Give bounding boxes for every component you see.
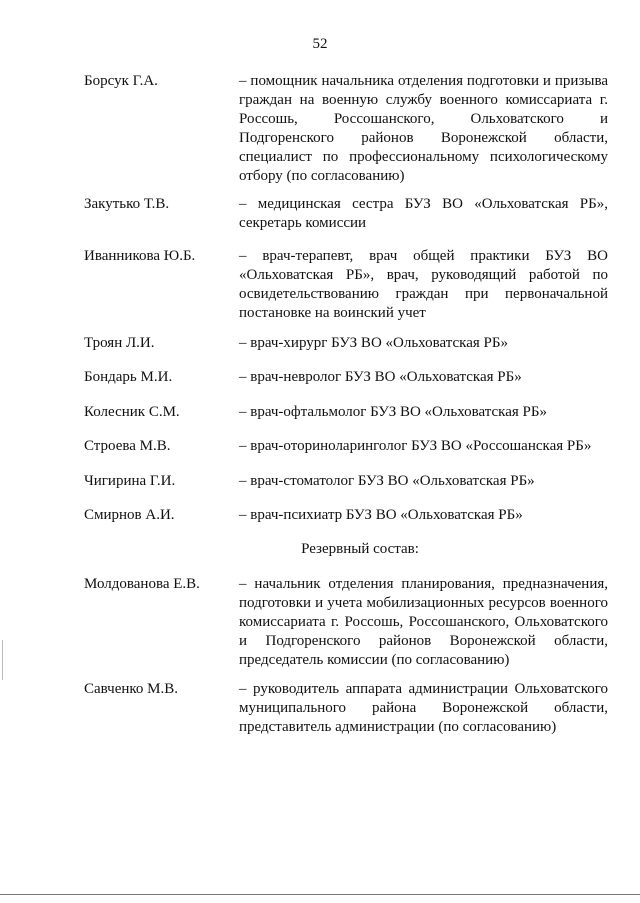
scan-edge-mark: [2, 640, 3, 680]
scan-bottom-edge: [0, 894, 640, 895]
member-name: Закутько Т.В.: [84, 196, 170, 212]
reserve-section-title: Резервный состав:: [301, 541, 419, 557]
member-name: Строева М.В.: [84, 438, 171, 454]
member-role: – врач-терапевт, врач общей практики БУЗ ВО «Ольховатская РБ», врач, руководящий работой по освидетельствованию граждан при первоначальной постановке на воинский учет: [239, 248, 608, 321]
member-role: – врач-стоматолог БУЗ ВО «Ольховатская РБ»: [239, 473, 535, 489]
member-role: – медицинская сестра БУЗ ВО «Ольховатская РБ», секретарь комиссии: [239, 196, 608, 231]
member-name: Борсук Г.А.: [84, 73, 158, 89]
member-role: – руководитель аппарата администрации Ольховатского муниципального района Воронежской области, представитель администрации (по согласованию): [239, 681, 608, 735]
member-name: Молдованова Е.В.: [84, 576, 200, 592]
member-role: – врач-оториноларинголог БУЗ ВО «Россошанская РБ»: [239, 438, 592, 454]
member-role: – врач-офтальмолог БУЗ ВО «Ольховатская РБ»: [239, 404, 548, 420]
member-role: – помощник начальника отделения подготовки и призыва граждан на военную службу военного комиссариата г. Россошь, Россошанского, Ольховатского и Подгоренского районов Воронежской области, специалист по профессиональному психологическому отбору (по согласованию): [239, 73, 608, 184]
member-name: Смирнов А.И.: [84, 507, 175, 523]
member-name: Колесник С.М.: [84, 404, 180, 420]
member-name: Иванникова Ю.Б.: [84, 248, 196, 264]
member-role: – врач-психиатр БУЗ ВО «Ольховатская РБ»: [239, 507, 523, 523]
page-number: 52: [312, 36, 328, 52]
member-role: – врач-невролог БУЗ ВО «Ольховатская РБ»: [239, 369, 522, 385]
member-name: Троян Л.И.: [84, 335, 155, 351]
member-name: Савченко М.В.: [84, 681, 179, 697]
member-name: Бондарь М.И.: [84, 369, 173, 385]
member-name: Чигирина Г.И.: [84, 473, 176, 489]
member-role: – врач-хирург БУЗ ВО «Ольховатская РБ»: [239, 335, 508, 351]
member-role: – начальник отделения планирования, предназначения, подготовки и учета мобилизационных ресурсов военного комиссариата г. Россошь, Россошанского, Ольховатского и Подгоренского районов Воронежской области, председатель комиссии (по согласованию): [239, 576, 608, 668]
